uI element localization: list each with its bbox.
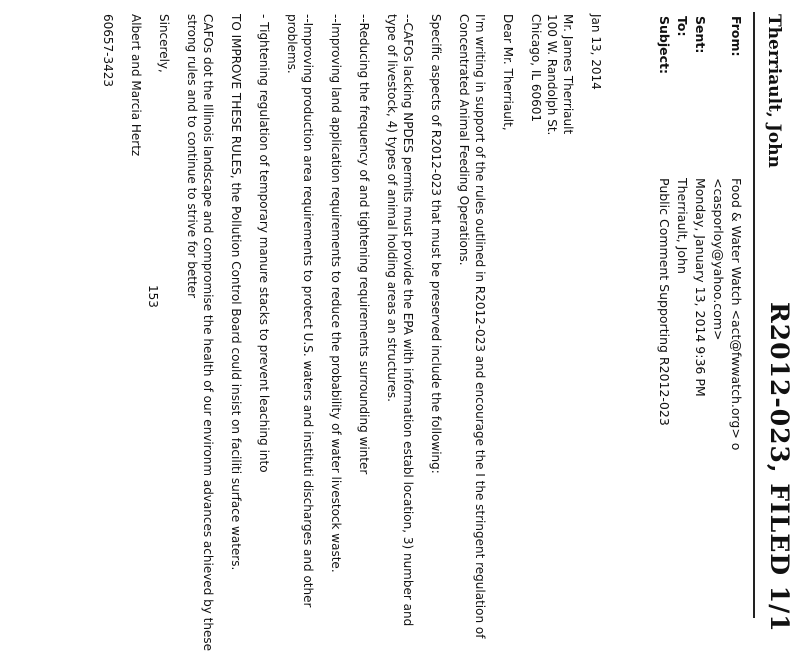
to-label: To: [675, 16, 690, 37]
header-rule [753, 12, 755, 618]
sent-value: Monday, January 13, 2014 9:36 PM [693, 178, 708, 397]
closing: Sincerely, [157, 14, 171, 73]
from-value: Food & Water Watch <act@fwwatch.org> o [729, 178, 744, 451]
sent-label: Sent: [693, 16, 708, 54]
bullet-npdes: --CAFOs lacking NPDES permits must provide the EPA with information establ location, 3) number and type of livestock, 4) types of animal holding areas an structures. [385, 14, 415, 627]
letter-date: Jan 13, 2014 [589, 14, 603, 90]
signer-zip: 60657-3423 [101, 14, 115, 88]
from-value-line2: <casporloy@yahoo.com> [711, 178, 726, 341]
address-line-name: Mr. James Therriault [561, 14, 575, 135]
paragraph-support: I'm writing in support of the rules outlined in R2012-023 and encourage the I the stringent regulation of Concentrated Animal Feeding Operations. [457, 14, 487, 639]
sender-name: Therriault, John [764, 14, 784, 168]
document-header [754, 0, 800, 633]
paragraph-aspects: Specific aspects of R2012-023 that must be preserved include the following: [429, 14, 443, 474]
bullet-production-area: --Improving production area requirements to protect U.S. waters and instituti discharges and other problems. [285, 14, 315, 608]
bullet-manure-stacks: - Tightening regulation of temporary manure stacks to prevent leaching into [257, 14, 271, 473]
salutation: Dear Mr. Therriault, [501, 14, 515, 131]
page-number: 153 [146, 285, 160, 308]
address-line-city: Chicago, IL 60601 [529, 14, 543, 123]
recipient-address [528, 14, 576, 654]
from-label: From: [729, 16, 744, 57]
letter-body [88, 14, 604, 654]
paragraph-cafos: CAFOs dot the Illinois landscape and compromise the health of our environm advances achieved by these strong rules and to continue to strive for better [185, 14, 215, 651]
to-value: Therriault, John [675, 178, 690, 274]
bullet-land-application: --Improving land application requirements to reduce the probability of water livestock waste. [329, 14, 343, 573]
signer-name: Albert and Marcia Hertz [129, 14, 143, 157]
bullet-winter: --Reducing the frequency of and tightening requirements surrounding winter [357, 14, 371, 475]
subject-value: Public Comment Supporting R2012-023 [657, 178, 672, 426]
subject-label: Subject: [657, 16, 672, 74]
paragraph-improve: TO IMPROVE THESE RULES, the Pollution Control Board could insist on faciliti surface waters. [229, 14, 243, 571]
filing-stamp: R2012-023, FILED 1/1 [765, 302, 794, 633]
address-line-street: 100 W. Randolph St. [545, 14, 559, 136]
